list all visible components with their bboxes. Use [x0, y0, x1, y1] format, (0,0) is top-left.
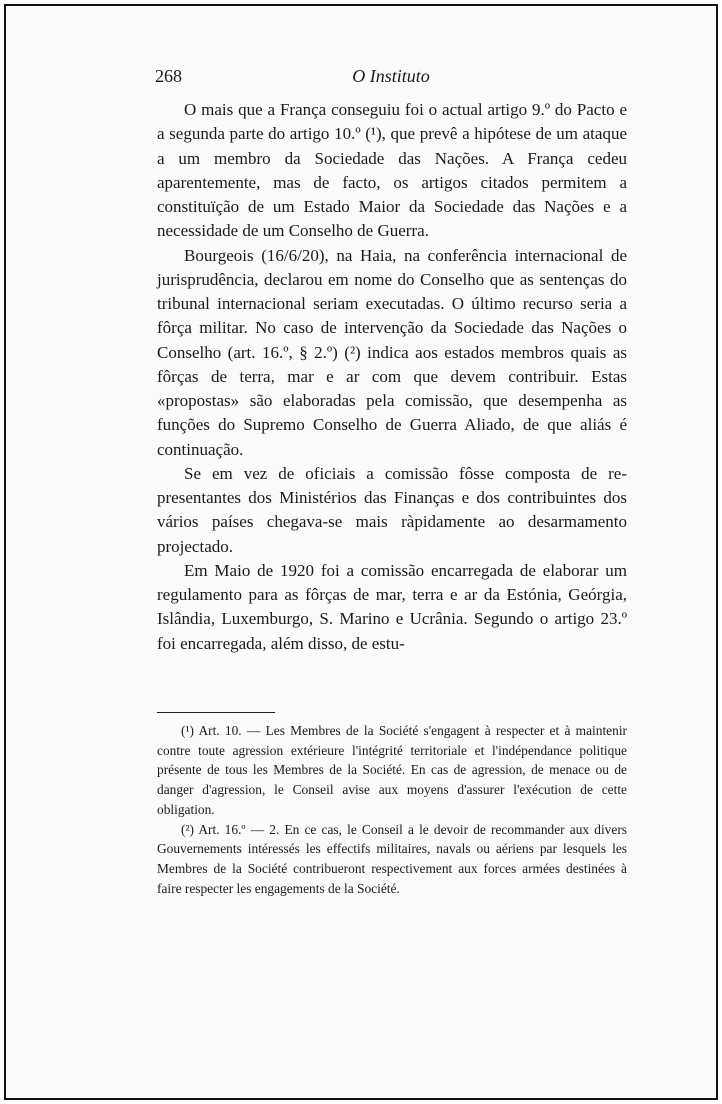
main-text: [157, 98, 627, 656]
paragraph: O mais que a França conseguiu foi o actual artigo 9.º do Pacto e a segunda parte do artigo 10.º (¹), que prevê a hipótese de um ataque a um membro da Sociedade das Nações. A França cedeu aparentemente, mas de facto, os artigos citados permitem a constituïção de um Estado Maior da Sociedade das Nações e a necessidade de um Conselho de Guerra.: [157, 100, 627, 241]
footnote: (¹) Art. 10. — Les Membres de la Société s'engagent à respecter et à maintenir contre toute agression extérieure l'intégrité territoriale et l'indépendance politique présente de tous les Membres de la Société. En cas de agression, de menace ou de danger d'agression, le Conseil avise aux moyens d'assurer l'exécution de cette obligation.: [157, 723, 627, 817]
footnote: (²) Art. 16.º — 2. En ce cas, le Conseil a le devoir de recommander aux divers Gouvernements intéressés les effectifs militaires, navals ou aériens par lesquels les Membres de la Société contribueront respectivement aux forces armées destinées à faire respecter les engagements de la Société.: [157, 821, 627, 896]
footnote-separator: [157, 712, 275, 713]
paragraph: Bourgeois (16/6/20), na Haia, na conferência internacional de jurisprudência, declarou em nome do Conselho que as sentenças do tribunal internacional seriam executadas. O último recurso seria a fôrça militar. No caso de intervenção da Sociedade das Nações o Conselho (art. 16.º, § 2.º) (²) indica aos estados membros quais as fôrças de terra, mar e ar com que devem contribuir. Estas «propostas» são elaboradas pela comissão, que desempenha as funções do Supremo Conselho de Guerra Aliado, de que aliás é continuação.: [157, 245, 627, 459]
page-number: 268: [155, 66, 182, 86]
paragraph: Se em vez de oficiais a comissão fôsse composta de representantes dos Ministérios das Finanças e dos contribuintes dos vários países chegava-se mais ràpidamente ao desarmamento projectado.: [157, 463, 627, 556]
footnotes: [157, 721, 627, 898]
paragraph: Em Maio de 1920 foi a comissão encarregada de elaborar um regulamento para as fôrças de mar, terra e ar da Estónia, Geórgia, Islândia, Luxemburgo, S. Marino e Ucrânia. Segundo o artigo 23.º foi encarregada, além disso, de estu-: [157, 560, 627, 653]
page-header: [155, 66, 627, 90]
running-title: O Instituto: [352, 66, 430, 86]
